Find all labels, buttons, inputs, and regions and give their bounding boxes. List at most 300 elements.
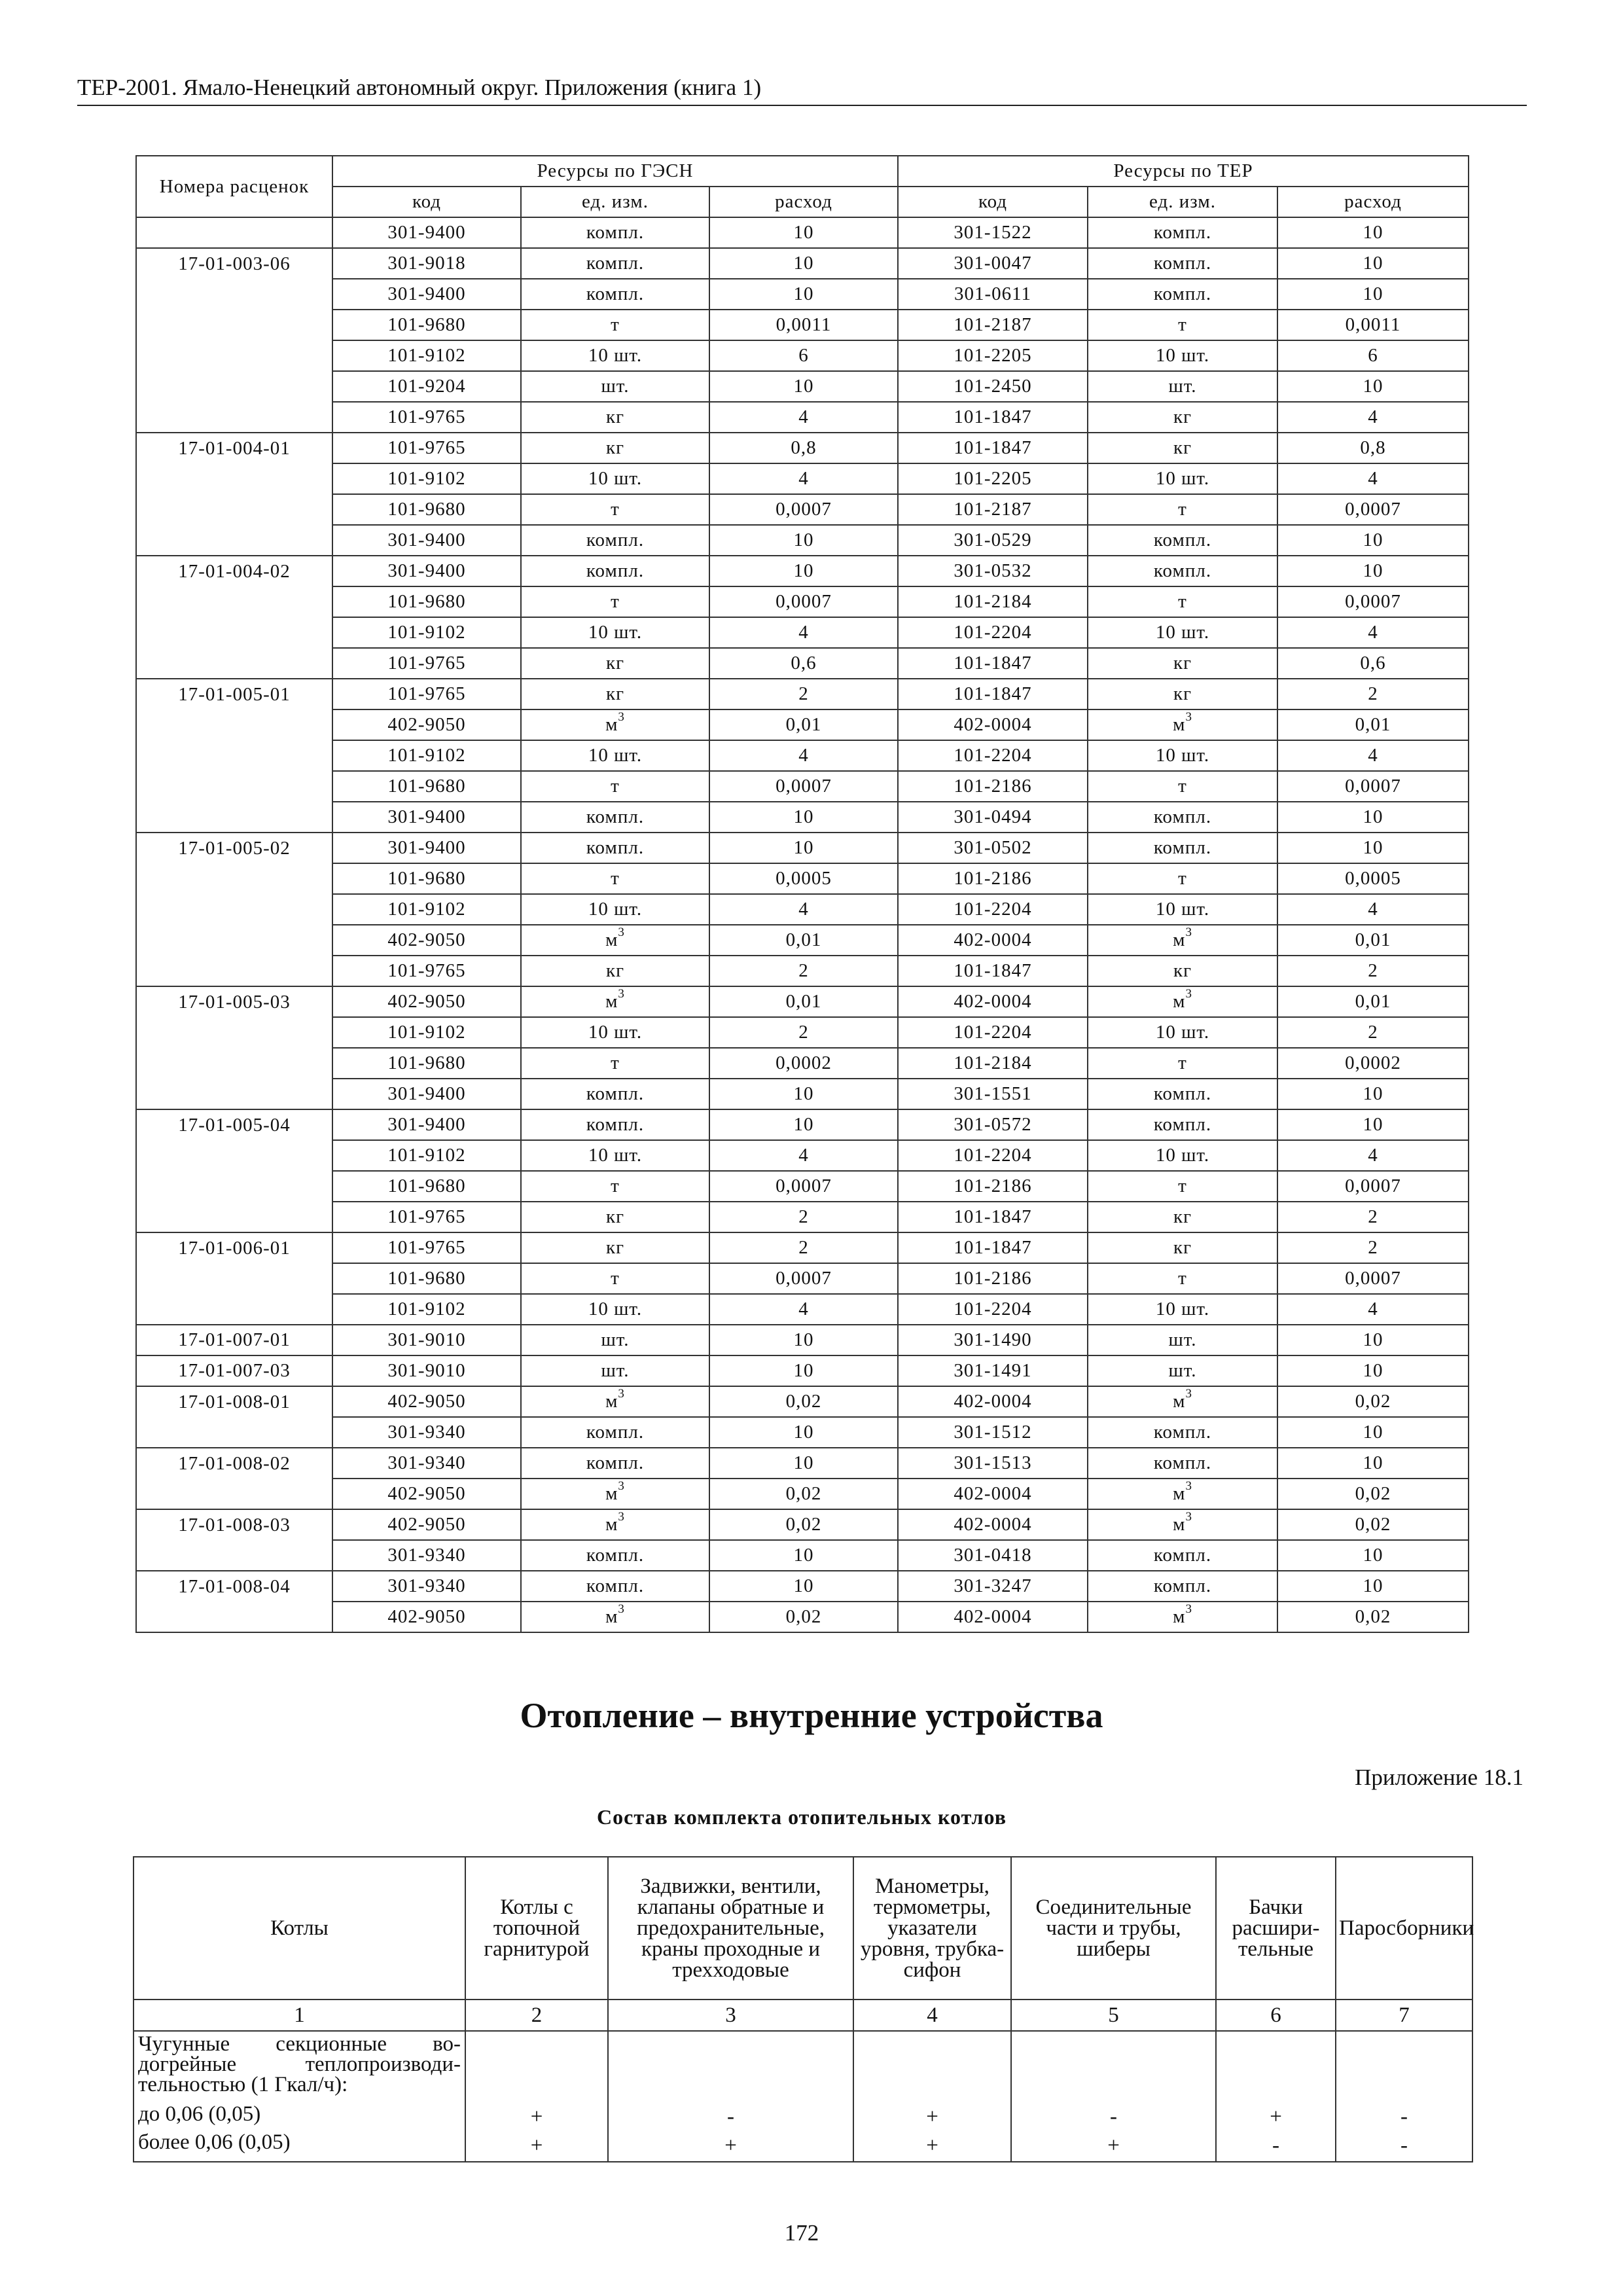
resource-row xyxy=(136,463,1469,494)
unit-text: м xyxy=(605,714,618,735)
ter-amount-cell: 0,0007 xyxy=(1277,1171,1469,1202)
gesn-unit-cell xyxy=(521,956,709,986)
resource-row xyxy=(136,894,1469,925)
gesn-unit-cell xyxy=(521,279,709,310)
resource-row xyxy=(136,956,1469,986)
col-number: 7 xyxy=(1336,2000,1472,2031)
unit-text: шт. xyxy=(601,376,630,397)
gesn-amount-cell: 4 xyxy=(709,402,898,433)
gesn-unit-header: ед. изм. xyxy=(521,187,709,217)
unit-text: т xyxy=(1178,868,1187,889)
ter-code-cell: 301-1522 xyxy=(898,217,1088,248)
gesn-code-cell: 301-9340 xyxy=(332,1417,521,1448)
gesn-amount-cell: 0,02 xyxy=(709,1509,898,1540)
ter-unit-cell xyxy=(1088,494,1277,525)
rate-number-cell xyxy=(136,463,332,494)
unit-text: компл. xyxy=(1153,1114,1212,1135)
header-furnace-fittings: Котлы с топочной гарнитурой xyxy=(465,1857,608,2000)
gesn-code-cell: 402-9050 xyxy=(332,1602,521,1632)
ter-unit-cell xyxy=(1088,371,1277,402)
unit-text: 10 шт. xyxy=(1155,1145,1210,1166)
unit-text: т xyxy=(1178,591,1187,612)
ter-code-cell: 301-1491 xyxy=(898,1355,1088,1386)
ter-unit-cell xyxy=(1088,1171,1277,1202)
gesn-code-cell: 101-9102 xyxy=(332,1294,521,1325)
ter-unit-cell xyxy=(1088,894,1277,925)
header-gauges: Манометры, термометры, указатели уровня, трубка-сифон xyxy=(853,1857,1011,2000)
resource-row xyxy=(136,771,1469,802)
ter-code-cell: 101-2184 xyxy=(898,1048,1088,1079)
gesn-amount-cell: 10 xyxy=(709,1417,898,1448)
unit-text: компл. xyxy=(1153,1452,1212,1473)
unit-text: шт. xyxy=(601,1360,630,1381)
gesn-code-cell: 101-9765 xyxy=(332,648,521,679)
ter-unit-cell xyxy=(1088,1017,1277,1048)
ter-code-cell: 101-2184 xyxy=(898,586,1088,617)
ter-code-cell: 301-1490 xyxy=(898,1325,1088,1355)
ter-code-cell: 101-2204 xyxy=(898,894,1088,925)
gesn-code-cell: 301-9340 xyxy=(332,1448,521,1479)
ter-code-cell: 101-2204 xyxy=(898,740,1088,771)
unit-text: т xyxy=(611,776,620,797)
unit-text: т xyxy=(1178,1175,1187,1196)
gesn-unit-cell xyxy=(521,1202,709,1232)
unit-text: 10 шт. xyxy=(588,1022,643,1043)
resource-row xyxy=(136,648,1469,679)
ter-code-header: код xyxy=(898,187,1088,217)
ter-amount-cell: 10 xyxy=(1277,248,1469,279)
rate-number-cell: 17-01-005-03 xyxy=(136,986,332,1017)
ter-unit-cell xyxy=(1088,310,1277,340)
ter-unit-cell xyxy=(1088,679,1277,709)
ter-code-cell: 101-2205 xyxy=(898,463,1088,494)
unit-text: т xyxy=(611,591,620,612)
ter-code-cell: 402-0004 xyxy=(898,709,1088,740)
ter-code-cell: 101-1847 xyxy=(898,956,1088,986)
gesn-code-cell: 101-9680 xyxy=(332,863,521,894)
ter-code-cell: 402-0004 xyxy=(898,1602,1088,1632)
ter-code-cell: 402-0004 xyxy=(898,986,1088,1017)
ter-unit-cell xyxy=(1088,771,1277,802)
ter-unit-cell xyxy=(1088,1602,1277,1632)
unit-text: компл. xyxy=(586,1114,645,1135)
ter-code-cell: 301-0611 xyxy=(898,279,1088,310)
rate-number-cell xyxy=(136,494,332,525)
resource-row xyxy=(136,371,1469,402)
resource-row xyxy=(136,279,1469,310)
rate-number-cell: 17-01-008-01 xyxy=(136,1386,332,1417)
resource-row xyxy=(136,310,1469,340)
rate-number-cell xyxy=(136,1540,332,1571)
ter-amount-cell: 10 xyxy=(1277,1417,1469,1448)
unit-text: т xyxy=(1178,1052,1187,1073)
unit-text: т xyxy=(611,499,620,520)
gesn-unit-cell xyxy=(521,586,709,617)
resource-row xyxy=(136,1602,1469,1632)
gesn-unit-cell xyxy=(521,863,709,894)
gesn-code-cell: 101-9102 xyxy=(332,617,521,648)
gesn-unit-cell xyxy=(521,1079,709,1109)
unit-text: кг xyxy=(606,437,624,458)
ter-unit-cell xyxy=(1088,1048,1277,1079)
resource-row xyxy=(136,494,1469,525)
gesn-unit-cell xyxy=(521,1263,709,1294)
ter-amount-cell: 2 xyxy=(1277,1232,1469,1263)
gesn-unit-cell xyxy=(521,463,709,494)
ter-amount-cell: 10 xyxy=(1277,217,1469,248)
resource-row xyxy=(136,1386,1469,1417)
unit-text: т xyxy=(1178,499,1187,520)
unit-text: м xyxy=(605,1514,618,1535)
ter-amount-cell: 0,0007 xyxy=(1277,586,1469,617)
mark-cell xyxy=(1011,2031,1216,2162)
ter-amount-cell: 10 xyxy=(1277,1355,1469,1386)
unit-exponent: 3 xyxy=(1185,987,1192,1001)
rate-number-cell: 17-01-004-01 xyxy=(136,433,332,463)
ter-amount-cell: 0,0002 xyxy=(1277,1048,1469,1079)
boiler-row-label: более 0,06 (0,05) xyxy=(138,2130,291,2154)
ter-code-cell: 301-3247 xyxy=(898,1571,1088,1602)
unit-exponent: 3 xyxy=(1185,710,1192,725)
ter-code-cell: 101-1847 xyxy=(898,648,1088,679)
ter-code-cell: 101-2450 xyxy=(898,371,1088,402)
ter-code-cell: 301-0494 xyxy=(898,802,1088,833)
gesn-unit-cell xyxy=(521,1140,709,1171)
gesn-amount-cell: 10 xyxy=(709,1540,898,1571)
gesn-unit-cell xyxy=(521,679,709,709)
ter-unit-cell xyxy=(1088,1540,1277,1571)
gesn-unit-cell xyxy=(521,1294,709,1325)
resource-table xyxy=(135,155,1469,1633)
resource-row xyxy=(136,1571,1469,1602)
gesn-amount-cell: 0,01 xyxy=(709,986,898,1017)
ter-amount-cell: 4 xyxy=(1277,617,1469,648)
unit-text: 10 шт. xyxy=(588,345,643,366)
rate-number-cell xyxy=(136,217,332,248)
resource-row xyxy=(136,1109,1469,1140)
unit-text: компл. xyxy=(1153,560,1212,581)
unit-text: м xyxy=(605,1606,618,1627)
mark-cell xyxy=(465,2031,608,2162)
unit-text: 10 шт. xyxy=(1155,899,1210,920)
rate-number-cell xyxy=(136,340,332,371)
gesn-code-cell: 101-9765 xyxy=(332,1202,521,1232)
rate-number-cell: 17-01-007-01 xyxy=(136,1325,332,1355)
ter-amount-cell: 0,0007 xyxy=(1277,1263,1469,1294)
ter-code-cell: 402-0004 xyxy=(898,1479,1088,1509)
mark: + xyxy=(724,2134,737,2157)
unit-text: кг xyxy=(606,683,624,704)
gesn-amount-cell: 2 xyxy=(709,1017,898,1048)
unit-text: м xyxy=(605,929,618,950)
gesn-unit-cell xyxy=(521,1417,709,1448)
gesn-code-cell: 301-9400 xyxy=(332,217,521,248)
table-subtitle: Состав комплекта отопительных котлов xyxy=(597,1805,1007,1829)
gesn-code-cell: 402-9050 xyxy=(332,925,521,956)
gesn-code-cell: 101-9102 xyxy=(332,1140,521,1171)
ter-unit-cell xyxy=(1088,1571,1277,1602)
ter-code-cell: 101-2186 xyxy=(898,1171,1088,1202)
gesn-unit-cell xyxy=(521,1355,709,1386)
ter-amount-cell: 0,02 xyxy=(1277,1479,1469,1509)
gesn-code-cell: 101-9680 xyxy=(332,771,521,802)
resource-row xyxy=(136,679,1469,709)
unit-text: компл. xyxy=(1153,253,1212,274)
ter-unit-cell xyxy=(1088,925,1277,956)
unit-text: кг xyxy=(606,406,624,427)
rate-number-cell xyxy=(136,617,332,648)
ter-amount-cell: 0,01 xyxy=(1277,925,1469,956)
resource-row xyxy=(136,925,1469,956)
ter-code-cell: 101-2187 xyxy=(898,310,1088,340)
ter-code-cell: 301-1513 xyxy=(898,1448,1088,1479)
unit-text: шт. xyxy=(1168,1329,1197,1350)
unit-text: 10 шт. xyxy=(1155,622,1210,643)
unit-text: 10 шт. xyxy=(1155,345,1210,366)
boiler-group-cell xyxy=(134,2031,465,2162)
gesn-amount-cell: 4 xyxy=(709,617,898,648)
ter-amount-cell: 0,0007 xyxy=(1277,494,1469,525)
resource-row xyxy=(136,1202,1469,1232)
ter-amount-cell: 4 xyxy=(1277,1140,1469,1171)
unit-exponent: 3 xyxy=(1185,1602,1192,1617)
unit-exponent: 3 xyxy=(618,1510,625,1524)
gesn-amount-cell: 0,0007 xyxy=(709,771,898,802)
rate-number-cell xyxy=(136,648,332,679)
gesn-code-cell: 101-9102 xyxy=(332,1017,521,1048)
resource-row xyxy=(136,433,1469,463)
gesn-unit-cell xyxy=(521,709,709,740)
unit-text: 10 шт. xyxy=(588,468,643,489)
running-header: ТЕР-2001. Ямало-Ненецкий автономный округ. Приложения (книга 1) xyxy=(77,73,1527,106)
gesn-amount-cell: 10 xyxy=(709,217,898,248)
header-connectors: Соединительные части и трубы, шиберы xyxy=(1011,1857,1216,2000)
resource-row xyxy=(136,709,1469,740)
ter-code-cell: 301-0532 xyxy=(898,556,1088,586)
unit-text: шт. xyxy=(1168,1360,1197,1381)
gesn-amount-cell: 0,0007 xyxy=(709,494,898,525)
ter-code-cell: 101-2205 xyxy=(898,340,1088,371)
ter-amount-cell: 0,02 xyxy=(1277,1509,1469,1540)
gesn-unit-cell xyxy=(521,525,709,556)
gesn-amount-cell: 10 xyxy=(709,279,898,310)
unit-text: шт. xyxy=(601,1329,630,1350)
ter-code-cell: 101-1847 xyxy=(898,1232,1088,1263)
gesn-code-cell: 101-9680 xyxy=(332,1048,521,1079)
col-number: 5 xyxy=(1011,2000,1216,2031)
gesn-unit-cell xyxy=(521,1109,709,1140)
gesn-unit-cell xyxy=(521,1325,709,1355)
ter-code-cell: 402-0004 xyxy=(898,925,1088,956)
gesn-code-cell: 402-9050 xyxy=(332,1479,521,1509)
resource-row xyxy=(136,1325,1469,1355)
mark: + xyxy=(530,2134,543,2157)
gesn-code-cell: 101-9765 xyxy=(332,1232,521,1263)
ter-code-cell: 101-2204 xyxy=(898,1294,1088,1325)
ter-code-cell: 402-0004 xyxy=(898,1509,1088,1540)
unit-text: компл. xyxy=(586,837,645,858)
ter-code-cell: 301-0502 xyxy=(898,833,1088,863)
mark-cell xyxy=(1336,2031,1472,2162)
unit-text: компл. xyxy=(586,560,645,581)
gesn-amount-cell: 0,6 xyxy=(709,648,898,679)
ter-amount-cell: 4 xyxy=(1277,740,1469,771)
unit-text: компл. xyxy=(586,806,645,827)
ter-unit-cell xyxy=(1088,1294,1277,1325)
ter-unit-cell xyxy=(1088,1448,1277,1479)
gesn-amount-cell: 0,02 xyxy=(709,1602,898,1632)
unit-text: м xyxy=(1173,929,1186,950)
ter-code-cell: 301-0047 xyxy=(898,248,1088,279)
gesn-code-cell: 402-9050 xyxy=(332,1386,521,1417)
gesn-amount-cell: 10 xyxy=(709,833,898,863)
ter-unit-cell xyxy=(1088,802,1277,833)
gesn-unit-cell xyxy=(521,1479,709,1509)
ter-code-cell: 402-0004 xyxy=(898,1386,1088,1417)
gesn-amount-cell: 0,0007 xyxy=(709,586,898,617)
ter-code-cell: 101-2204 xyxy=(898,617,1088,648)
unit-text: кг xyxy=(606,1237,624,1258)
resource-row xyxy=(136,1294,1469,1325)
unit-text: компл. xyxy=(1153,283,1212,304)
gesn-amount-cell: 2 xyxy=(709,956,898,986)
gesn-unit-cell xyxy=(521,1386,709,1417)
gesn-code-cell: 301-9018 xyxy=(332,248,521,279)
gesn-amount-header: расход xyxy=(709,187,898,217)
gesn-amount-cell: 0,01 xyxy=(709,709,898,740)
mark: - xyxy=(1400,2134,1408,2157)
gesn-code-cell: 101-9765 xyxy=(332,679,521,709)
rate-number-cell xyxy=(136,525,332,556)
ter-unit-cell xyxy=(1088,1325,1277,1355)
unit-exponent: 3 xyxy=(618,987,625,1001)
ter-unit-cell xyxy=(1088,833,1277,863)
ter-amount-header: расход xyxy=(1277,187,1469,217)
unit-text: кг xyxy=(1173,1237,1192,1258)
resource-table-body xyxy=(136,217,1469,1632)
resource-row xyxy=(136,1448,1469,1479)
unit-text: компл. xyxy=(1153,1083,1212,1104)
resource-row xyxy=(136,802,1469,833)
section-title: Отопление – внутренние устройства xyxy=(520,1696,1103,1735)
ter-unit-cell xyxy=(1088,1417,1277,1448)
gesn-code-cell: 101-9680 xyxy=(332,494,521,525)
unit-text: компл. xyxy=(1153,806,1212,827)
unit-text: м xyxy=(1173,714,1186,735)
ter-amount-cell: 4 xyxy=(1277,894,1469,925)
rate-number-cell xyxy=(136,1263,332,1294)
ter-code-cell: 101-2187 xyxy=(898,494,1088,525)
appendix-label: Приложение 18.1 xyxy=(1355,1765,1524,1790)
unit-text: 10 шт. xyxy=(1155,745,1210,766)
unit-text: компл. xyxy=(1153,222,1212,243)
ter-amount-cell: 10 xyxy=(1277,1540,1469,1571)
gesn-unit-cell xyxy=(521,1571,709,1602)
unit-text: компл. xyxy=(1153,1575,1212,1596)
resource-row xyxy=(136,1540,1469,1571)
resource-row xyxy=(136,1140,1469,1171)
ter-unit-cell xyxy=(1088,1355,1277,1386)
gesn-unit-cell xyxy=(521,648,709,679)
ter-unit-cell xyxy=(1088,1140,1277,1171)
unit-exponent: 3 xyxy=(1185,1479,1192,1494)
resource-row xyxy=(136,1017,1469,1048)
gesn-unit-cell xyxy=(521,1171,709,1202)
unit-text: м xyxy=(605,1483,618,1504)
gesn-unit-cell xyxy=(521,1602,709,1632)
rate-number-cell xyxy=(136,894,332,925)
gesn-code-cell: 301-9400 xyxy=(332,833,521,863)
resource-row xyxy=(136,740,1469,771)
mark: - xyxy=(1110,2105,1117,2128)
unit-exponent: 3 xyxy=(618,1387,625,1401)
gesn-code-cell: 101-9765 xyxy=(332,402,521,433)
rate-number-cell: 17-01-008-04 xyxy=(136,1571,332,1602)
rate-number-cell xyxy=(136,771,332,802)
ter-amount-cell: 10 xyxy=(1277,1448,1469,1479)
gesn-unit-cell xyxy=(521,310,709,340)
gesn-unit-cell xyxy=(521,1017,709,1048)
gesn-amount-cell: 4 xyxy=(709,1294,898,1325)
gesn-code-cell: 301-9340 xyxy=(332,1540,521,1571)
gesn-unit-cell xyxy=(521,802,709,833)
ter-unit-cell xyxy=(1088,956,1277,986)
rate-number-cell xyxy=(136,925,332,956)
unit-text: м xyxy=(605,991,618,1012)
gesn-code-cell: 301-9400 xyxy=(332,1109,521,1140)
unit-text: 10 шт. xyxy=(588,899,643,920)
rate-number-cell xyxy=(136,402,332,433)
unit-text: м xyxy=(1173,1483,1186,1504)
gesn-code-cell: 301-9340 xyxy=(332,1571,521,1602)
gesn-unit-cell xyxy=(521,771,709,802)
ter-code-cell: 101-2204 xyxy=(898,1140,1088,1171)
gesn-code-cell: 402-9050 xyxy=(332,986,521,1017)
gesn-amount-cell: 4 xyxy=(709,463,898,494)
unit-exponent: 3 xyxy=(618,1602,625,1617)
ter-unit-cell xyxy=(1088,463,1277,494)
ter-amount-cell: 2 xyxy=(1277,956,1469,986)
gesn-amount-cell: 10 xyxy=(709,1079,898,1109)
mark: - xyxy=(1272,2134,1279,2157)
rate-number-cell: 17-01-003-06 xyxy=(136,248,332,279)
gesn-code-header: код xyxy=(332,187,521,217)
gesn-amount-cell: 0,0011 xyxy=(709,310,898,340)
header-valves: Задвижки, вентили, клапаны обратные и предохранительные, краны проходные и трехходовые xyxy=(608,1857,853,2000)
unit-text: кг xyxy=(606,653,624,673)
resource-row xyxy=(136,1479,1469,1509)
ter-unit-cell xyxy=(1088,340,1277,371)
rate-number-cell xyxy=(136,863,332,894)
gesn-unit-cell xyxy=(521,1448,709,1479)
gesn-amount-cell: 10 xyxy=(709,1109,898,1140)
gesn-code-cell: 101-9204 xyxy=(332,371,521,402)
gesn-unit-cell xyxy=(521,617,709,648)
unit-exponent: 3 xyxy=(618,710,625,725)
unit-exponent: 3 xyxy=(618,1479,625,1494)
gesn-code-cell: 301-9400 xyxy=(332,279,521,310)
gesn-unit-cell xyxy=(521,217,709,248)
gesn-unit-cell xyxy=(521,494,709,525)
gesn-unit-cell xyxy=(521,433,709,463)
gesn-unit-cell xyxy=(521,248,709,279)
unit-text: т xyxy=(611,868,620,889)
mark: + xyxy=(1107,2134,1120,2157)
resource-row xyxy=(136,833,1469,863)
ter-amount-cell: 10 xyxy=(1277,279,1469,310)
ter-unit-cell xyxy=(1088,1202,1277,1232)
gesn-amount-cell: 0,0007 xyxy=(709,1263,898,1294)
